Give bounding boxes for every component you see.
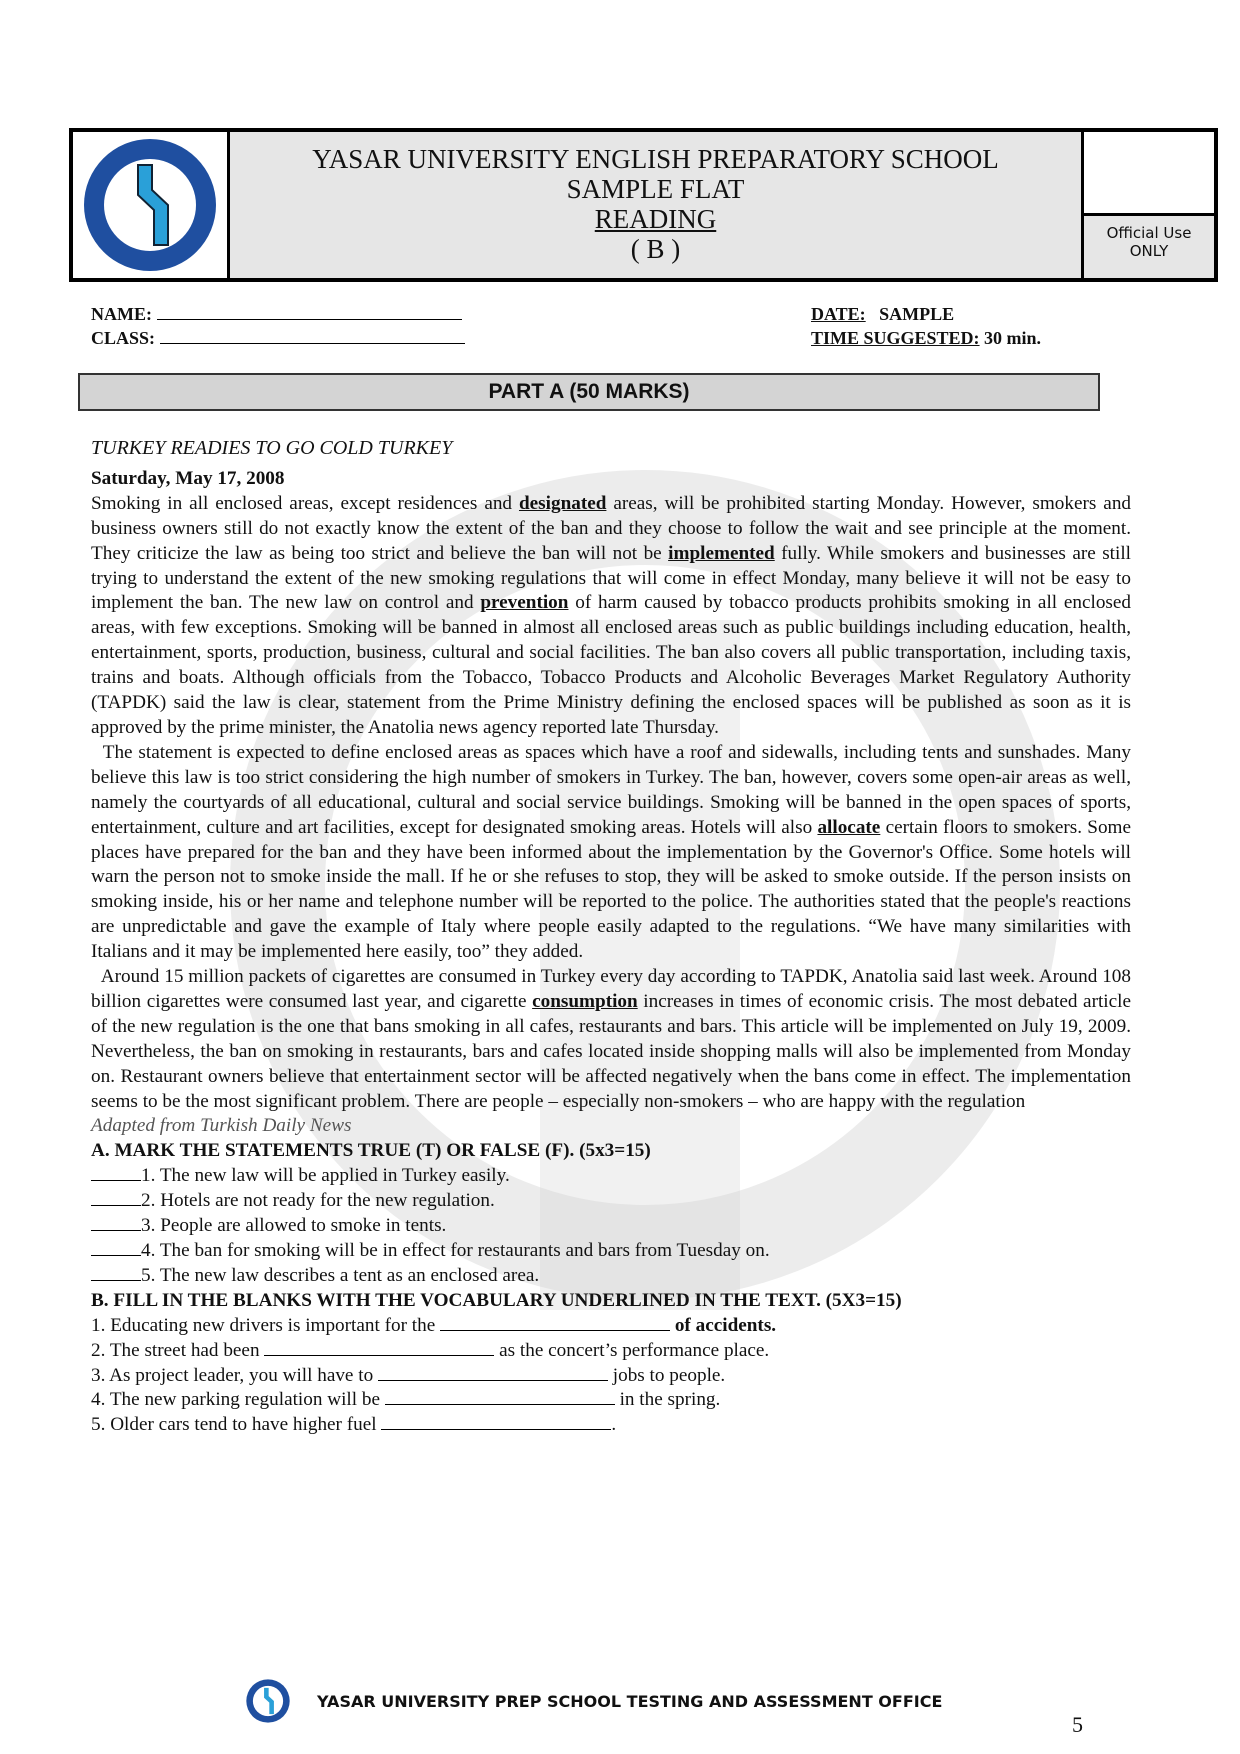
text-segment: fully. While smokers and businesses are still trying to understand the extent of the new smoking regulations that will come in effect Monday, many believe it will not be easy to implement the ban. The new law on control and bbox=[91, 542, 1131, 614]
article-text bbox=[91, 492, 1131, 1115]
answer-blank[interactable] bbox=[385, 1390, 615, 1405]
answer-blank[interactable] bbox=[381, 1415, 611, 1430]
underlined-vocabulary: prevention bbox=[480, 592, 569, 614]
true-false-item bbox=[91, 1264, 1131, 1289]
article-paragraph bbox=[91, 965, 1131, 1114]
fill-blanks-list bbox=[91, 1314, 1131, 1439]
subject-name: READING bbox=[594, 204, 717, 234]
true-false-item bbox=[91, 1214, 1131, 1239]
sentence-start: 5. Older cars tend to have higher fuel bbox=[91, 1414, 382, 1436]
page-number: 5 bbox=[1072, 1712, 1083, 1737]
official-use-box bbox=[1084, 132, 1214, 278]
school-logo-icon bbox=[80, 135, 220, 275]
booklet-label: ( B ) bbox=[630, 234, 681, 264]
answer-blank[interactable] bbox=[264, 1341, 494, 1356]
exam-name: SAMPLE FLAT bbox=[566, 174, 745, 204]
sentence-start: 3. As project leader, you will have to bbox=[91, 1364, 378, 1386]
underlined-vocabulary: designated bbox=[518, 492, 607, 514]
name-field[interactable] bbox=[157, 305, 462, 320]
fill-blank-item bbox=[91, 1364, 1131, 1389]
section-a-heading: A. MARK THE STATEMENTS TRUE (T) OR FALSE (F). (5x3=15) bbox=[91, 1140, 651, 1162]
true-false-list bbox=[91, 1164, 1131, 1289]
fill-blank-item bbox=[91, 1339, 1131, 1364]
exam-info bbox=[811, 302, 1041, 350]
answer-blank[interactable] bbox=[91, 1191, 141, 1206]
answer-blank[interactable] bbox=[91, 1266, 141, 1281]
footer-logo-icon bbox=[245, 1678, 291, 1724]
sentence-start: 4. The new parking regulation will be bbox=[91, 1389, 385, 1411]
date-label: DATE: bbox=[811, 304, 866, 324]
underlined-vocabulary: implemented bbox=[668, 542, 775, 564]
part-a-banner: PART A (50 MARKS) bbox=[78, 373, 1100, 411]
text-segment: The statement is expected to define enclosed areas as spaces which have a roof and sidewalls, including tents and sunshades. Many believe this law is too strict considering the high number of smokers in Turkey. The ban, however, covers some open-air areas as well, namely the courtyards of all educational, cultural and social service buildings. Smoking will be banned in the open spaces of sports, entertainment, culture and art facilities, except for designated smoking areas. Hotels will also bbox=[91, 741, 1131, 838]
statement-text: 3. People are allowed to smoke in tents. bbox=[141, 1215, 447, 1237]
statement-text: 4. The ban for smoking will be in effect for restaurants and bars from Tuesday on. bbox=[141, 1240, 770, 1261]
answer-blank[interactable] bbox=[440, 1316, 670, 1331]
school-logo bbox=[73, 132, 230, 278]
official-only-label: ONLY bbox=[1129, 242, 1169, 260]
answer-blank[interactable] bbox=[91, 1166, 141, 1181]
article-paragraph bbox=[91, 492, 1131, 741]
name-label: NAME: bbox=[91, 304, 152, 324]
true-false-item bbox=[91, 1164, 1131, 1189]
underlined-vocabulary: allocate bbox=[817, 816, 881, 838]
underlined-vocabulary: consumption bbox=[532, 990, 638, 1012]
answer-blank[interactable] bbox=[378, 1366, 608, 1381]
statement-text: 1. The new law will be applied in Turkey easily. bbox=[141, 1165, 510, 1187]
article-date: Saturday, May 17, 2008 bbox=[91, 467, 285, 489]
section-b-heading: B. FILL IN THE BLANKS WITH THE VOCABULARY UNDERLINED IN THE TEXT. (5X3=15) bbox=[91, 1289, 902, 1311]
sentence-end: in the spring. bbox=[614, 1389, 721, 1411]
fill-blank-item bbox=[91, 1388, 1131, 1413]
statement-text: 5. The new law describes a tent as an enclosed area. bbox=[141, 1264, 540, 1286]
fill-blank-item bbox=[91, 1413, 1131, 1438]
text-segment: Around 15 million packets of cigarettes are consumed in Turkey every day according to TAPDK, Anatolia said last week. Around 108 billion cigarettes were consumed last year, and cigarette bbox=[91, 966, 1131, 1012]
article-paragraph bbox=[91, 741, 1131, 965]
footer-office: YASAR UNIVERSITY PREP SCHOOL TESTING AND ASSESSMENT OFFICE bbox=[317, 1691, 943, 1711]
text-segment: areas, will be prohibited starting Monday. However, smokers and business owners still do not exactly know the extent of the ban and they choose to follow the wait and see principle at the moment. They criticize the law as being too strict and believe the ban will not be bbox=[91, 492, 1132, 564]
text-segment: Smoking in all enclosed areas, except residences and bbox=[91, 492, 519, 514]
exam-body bbox=[91, 436, 1131, 1438]
sentence-start: 2. The street had been bbox=[91, 1339, 265, 1361]
answer-blank[interactable] bbox=[91, 1216, 141, 1231]
statement-text: 2. Hotels are not ready for the new regulation. bbox=[141, 1190, 495, 1212]
sentence-end: of accidents. bbox=[670, 1314, 777, 1336]
school-name: YASAR UNIVERSITY ENGLISH PREPARATORY SCHOOL bbox=[312, 144, 999, 174]
sentence-end: . bbox=[611, 1414, 617, 1436]
true-false-item bbox=[91, 1189, 1131, 1214]
sentence-start: 1. Educating new drivers is important for the bbox=[91, 1314, 441, 1336]
text-segment: certain floors to smokers. Some places have prepared for the ban and they have been informed about the implementation by the Governor's Office. Some hotels will warn the person not to smoke inside the mall. If he or she refuses to stop, they will be asked to smoke outside. If the person insists on smoking inside, his or her name and telephone number will be reported to the police. The authorities stated that the people's reactions are unpredictable and gave the example of Italy where people easily adapted to the regulations. “We have many similarities with Italians and it may be implemented here easily, too” they added. bbox=[91, 816, 1131, 963]
sentence-end: as the concert’s performance place. bbox=[494, 1339, 770, 1361]
article-source: Adapted from Turkish Daily News bbox=[91, 1115, 352, 1137]
exam-title-block bbox=[230, 132, 1084, 278]
time-value: 30 min. bbox=[984, 328, 1042, 348]
answer-blank[interactable] bbox=[91, 1241, 141, 1256]
exam-header bbox=[69, 128, 1218, 282]
class-label: CLASS: bbox=[91, 328, 156, 348]
date-value: SAMPLE bbox=[879, 304, 955, 324]
time-label: TIME SUGGESTED: bbox=[811, 328, 980, 348]
sentence-end: jobs to people. bbox=[607, 1364, 726, 1386]
fill-blank-item bbox=[91, 1314, 1131, 1339]
footer bbox=[245, 1678, 942, 1724]
text-segment: of harm caused by tobacco products prohibits smoking in all enclosed areas, with few exceptions. Smoking will be banned in almost all enclosed areas such as public buildings including education, health, entertainment, sports, production, business, cultural and social facilities. The ban also covers all public transportation, including taxis, trains and boats. Although officials from the Tobacco, Tobacco Products and Alcoholic Beverages Market Regulatory Authority (TAPDK) said the law is clear, statement from the Prime Ministry defining the enclosed spaces will be published as soon as it is approved by the prime minister, the Anatolia news agency reported late Thursday. bbox=[91, 592, 1132, 738]
article-title: TURKEY READIES TO GO COLD TURKEY bbox=[91, 437, 453, 459]
true-false-item bbox=[91, 1239, 1131, 1264]
text-segment: increases in times of economic crisis. The most debated article of the new regulation is the one that bans smoking in all cafes, restaurants and bars. This article will be implemented on July 19, 2009. Nevertheless, the ban on smoking in restaurants, bars and cafes located inside shopping malls will also be implemented from Monday on. Restaurant owners believe that entertainment sector will be affected negatively when the bans come in effect. The implementation seems to be the most significant problem. There are people – especially non-smokers – who are happy with the regulation bbox=[91, 990, 1131, 1112]
class-field[interactable] bbox=[160, 329, 465, 344]
official-use-label: Official Use bbox=[1106, 224, 1192, 242]
student-info bbox=[91, 302, 465, 350]
